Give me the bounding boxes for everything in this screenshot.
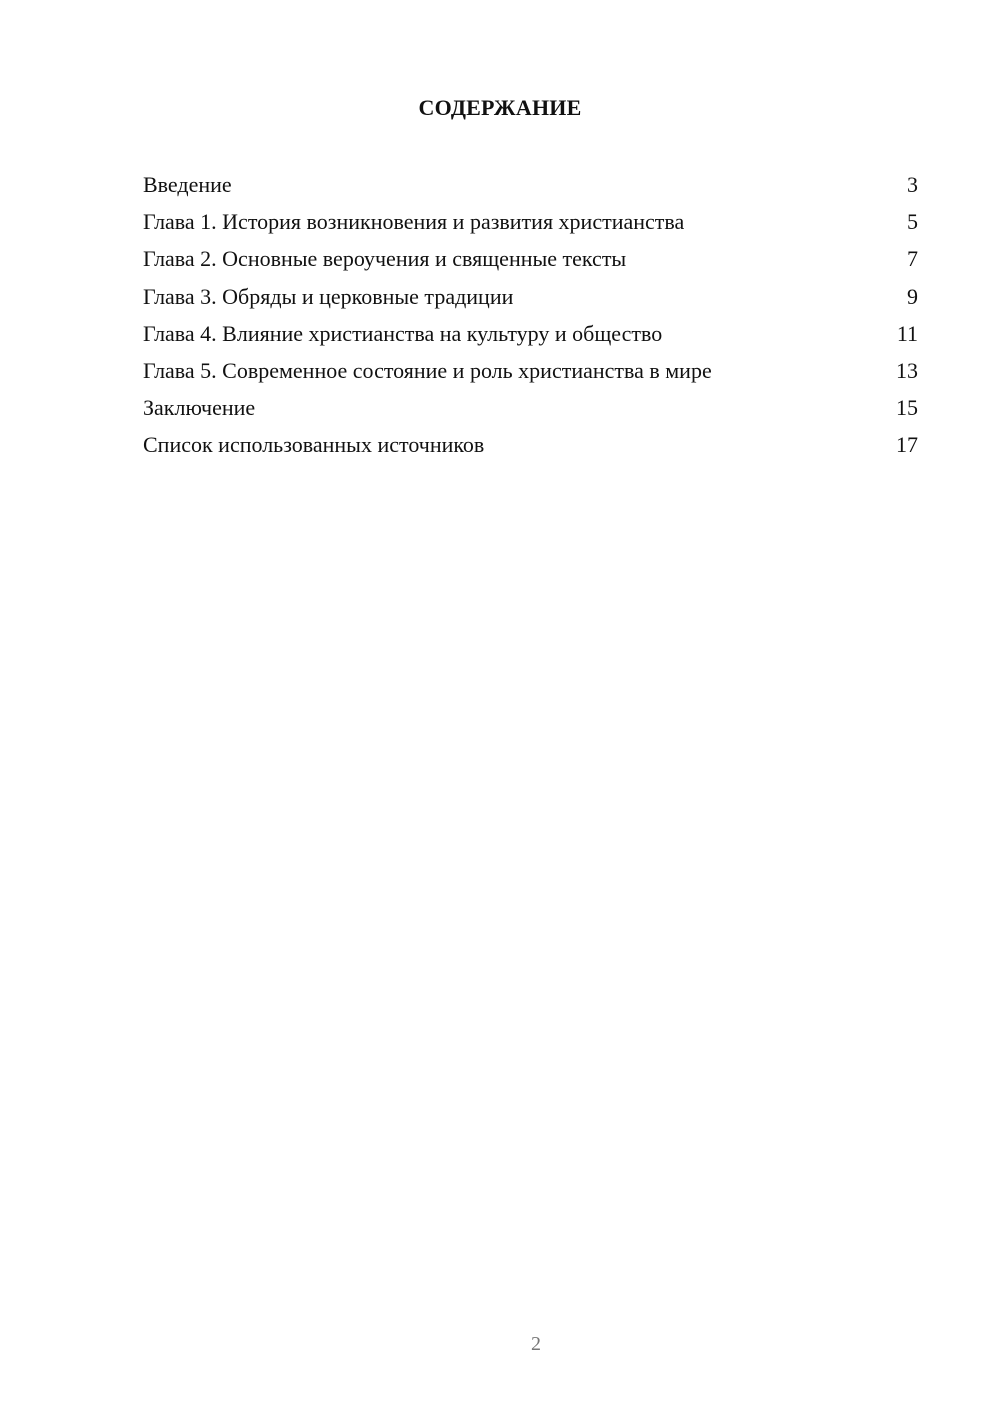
toc-entry-label: Список использованных источников [143, 432, 485, 458]
toc-entry-chapter-2 [143, 244, 918, 281]
toc-entry-conclusion [143, 393, 918, 430]
toc-entry-label: Заключение [143, 395, 256, 421]
toc-entry-page: 5 [907, 209, 918, 235]
toc-entry-chapter-5 [143, 356, 918, 393]
toc-entry-label: Глава 3. Обряды и церковные традиции [143, 283, 514, 309]
toc-entry-introduction [143, 170, 918, 207]
toc-entry-page: 3 [907, 172, 918, 197]
toc-entry-label: Глава 4. Влияние христианства на культуру и общество [143, 320, 663, 346]
toc-entry-page: 9 [907, 283, 918, 309]
toc-entry-chapter-3 [143, 282, 918, 319]
toc-entry-label: Глава 2. Основные вероучения и священные тексты [143, 246, 627, 272]
toc-entry-page: 17 [896, 432, 918, 458]
toc-entry-chapter-4 [143, 319, 918, 356]
table-of-contents [143, 170, 918, 468]
toc-entry-page: 7 [907, 246, 918, 272]
page-number: 2 [531, 1333, 541, 1355]
toc-entry-page: 11 [896, 320, 918, 346]
toc-entry-label: Глава 1. История возникновения и развития христианства [143, 209, 685, 235]
toc-entry-chapter-1 [143, 207, 918, 244]
toc-entry-page: 15 [896, 395, 918, 421]
toc-entry-page: 13 [896, 357, 918, 383]
toc-entry-label: Введение [143, 172, 232, 197]
toc-entry-label: Глава 5. Современное состояние и роль христианства в мире [143, 357, 712, 383]
page-title: СОДЕРЖАНИЕ [418, 95, 582, 120]
toc-entry-references [143, 430, 918, 467]
